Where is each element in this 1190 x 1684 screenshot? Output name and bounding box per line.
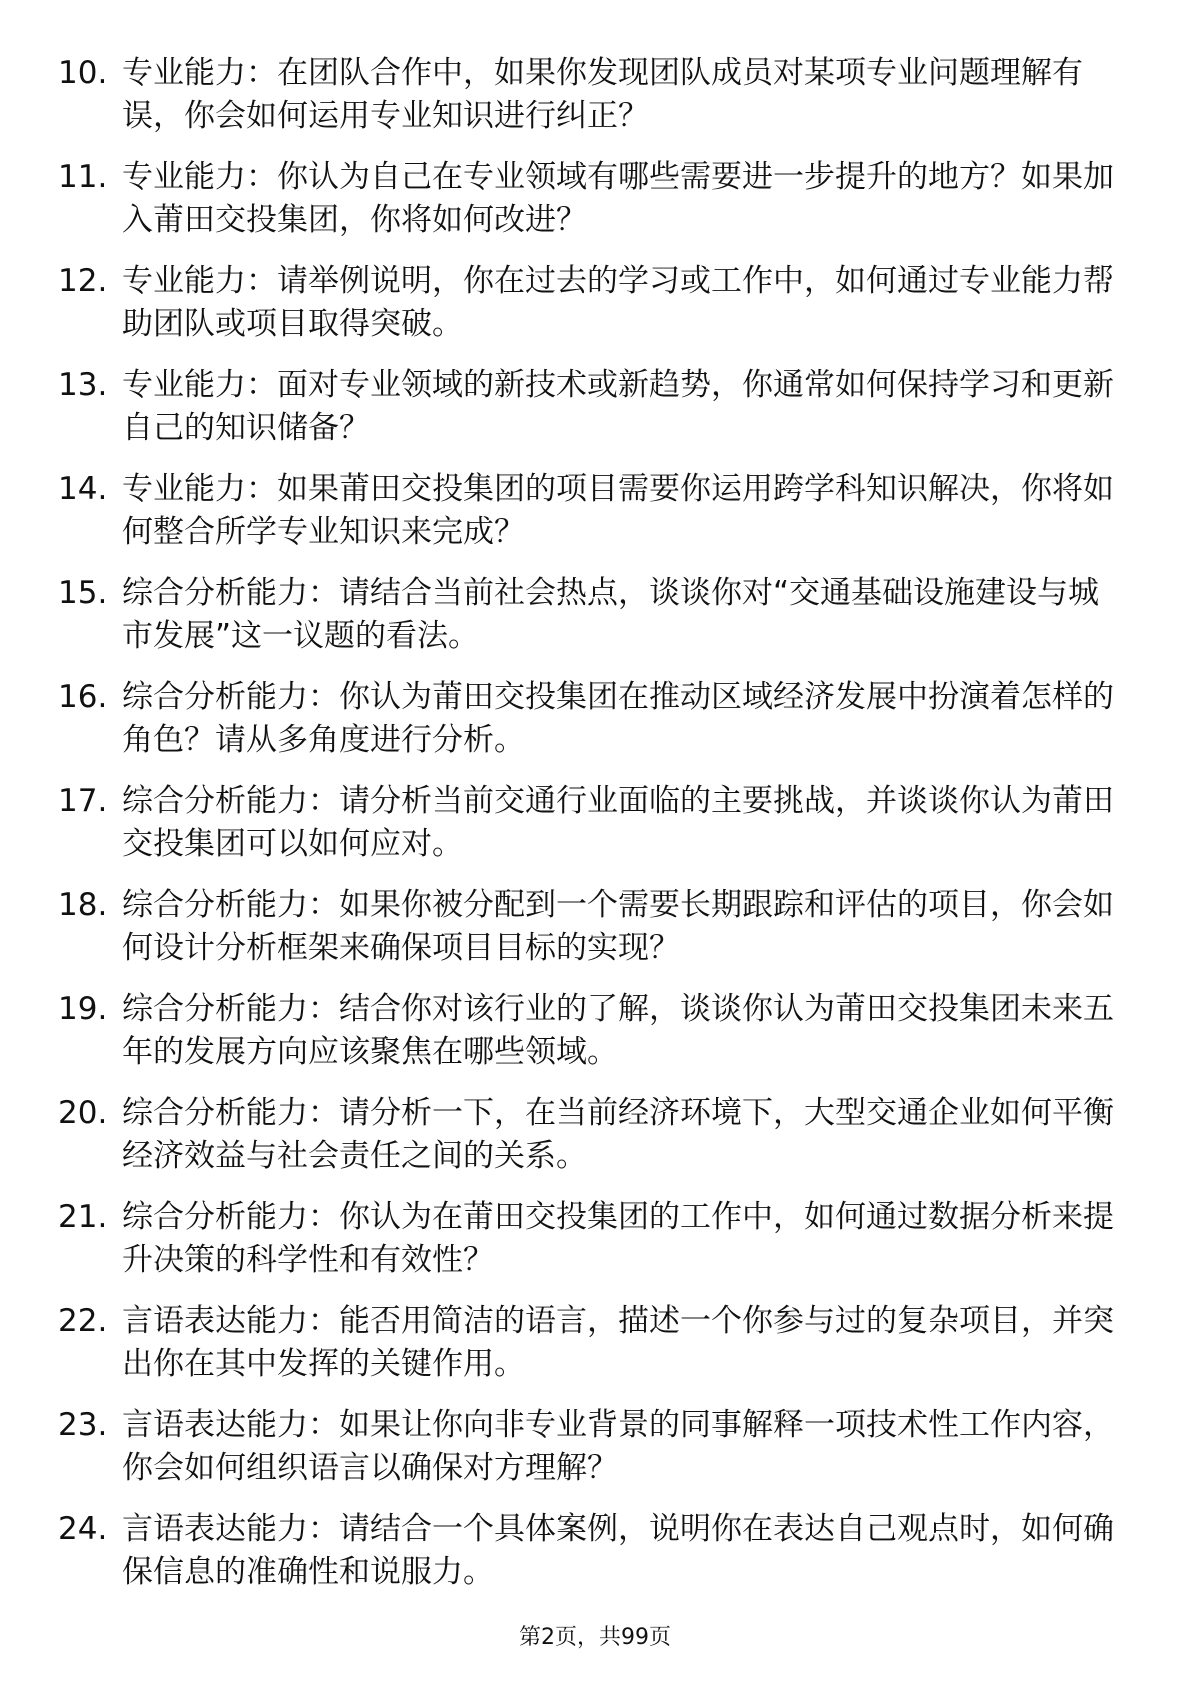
question-text: 专业能力：面对专业领域的新技术或新趋势，你通常如何保持学习和更新自己的知识储备？ <box>122 367 1114 446</box>
question-number: 15. <box>58 575 108 611</box>
page-number-label: 第2页，共99页 <box>519 1625 671 1650</box>
question-number: 20. <box>58 1095 108 1131</box>
question-text: 综合分析能力：请分析一下，在当前经济环境下，大型交通企业如何平衡经济效益与社会责任之间的关系。 <box>122 1095 1114 1174</box>
question-item <box>58 676 1118 780</box>
question-item <box>58 52 1118 156</box>
question-number: 18. <box>58 887 108 923</box>
question-text: 专业能力：在团队合作中，如果你发现团队成员对某项专业问题理解有误，你会如何运用专业知识进行纠正？ <box>122 55 1083 134</box>
question-item <box>58 1508 1118 1612</box>
question-item <box>58 1404 1118 1508</box>
question-number: 16. <box>58 679 108 715</box>
question-text: 言语表达能力：能否用简洁的语言，描述一个你参与过的复杂项目，并突出你在其中发挥的关键作用。 <box>122 1303 1114 1382</box>
question-number: 12. <box>58 263 108 299</box>
question-number: 13. <box>58 367 108 403</box>
question-text: 综合分析能力：如果你被分配到一个需要长期跟踪和评估的项目，你会如何设计分析框架来确保项目目标的实现？ <box>122 887 1114 966</box>
question-text: 综合分析能力：请分析当前交通行业面临的主要挑战，并谈谈你认为莆田交投集团可以如何应对。 <box>122 783 1114 862</box>
question-text: 言语表达能力：如果让你向非专业背景的同事解释一项技术性工作内容，你会如何组织语言以确保对方理解？ <box>122 1407 1114 1486</box>
question-item <box>58 572 1118 676</box>
question-item <box>58 988 1118 1092</box>
question-item <box>58 156 1118 260</box>
question-number: 17. <box>58 783 108 819</box>
question-number: 14. <box>58 471 108 507</box>
question-text: 专业能力：请举例说明，你在过去的学习或工作中，如何通过专业能力帮助团队或项目取得突破。 <box>122 263 1114 342</box>
question-text: 综合分析能力：你认为莆田交投集团在推动区域经济发展中扮演着怎样的角色？请从多角度进行分析。 <box>122 679 1114 758</box>
question-text: 综合分析能力：你认为在莆田交投集团的工作中，如何通过数据分析来提升决策的科学性和有效性？ <box>122 1199 1114 1278</box>
question-text: 专业能力：如果莆田交投集团的项目需要你运用跨学科知识解决，你将如何整合所学专业知识来完成？ <box>122 471 1114 550</box>
question-item <box>58 260 1118 364</box>
question-item <box>58 1196 1118 1300</box>
question-item <box>58 468 1118 572</box>
question-number: 23. <box>58 1407 108 1443</box>
question-text: 综合分析能力：结合你对该行业的了解，谈谈你认为莆田交投集团未来五年的发展方向应该聚焦在哪些领域。 <box>122 991 1114 1070</box>
question-text: 综合分析能力：请结合当前社会热点，谈谈你对“交通基础设施建设与城市发展”这一议题的看法。 <box>122 575 1100 654</box>
page-footer <box>0 1624 1190 1652</box>
question-number: 21. <box>58 1199 108 1235</box>
question-number: 10. <box>58 55 108 91</box>
question-list <box>58 52 1118 1612</box>
question-item <box>58 1300 1118 1404</box>
question-text: 专业能力：你认为自己在专业领域有哪些需要进一步提升的地方？如果加入莆田交投集团，你将如何改进？ <box>122 159 1114 238</box>
question-number: 11. <box>58 159 108 195</box>
question-text: 言语表达能力：请结合一个具体案例，说明你在表达自己观点时，如何确保信息的准确性和说服力。 <box>122 1511 1114 1590</box>
question-item <box>58 1092 1118 1196</box>
question-item <box>58 780 1118 884</box>
question-number: 22. <box>58 1303 108 1339</box>
question-number: 24. <box>58 1511 108 1547</box>
question-number: 19. <box>58 991 108 1027</box>
question-item <box>58 364 1118 468</box>
question-item <box>58 884 1118 988</box>
